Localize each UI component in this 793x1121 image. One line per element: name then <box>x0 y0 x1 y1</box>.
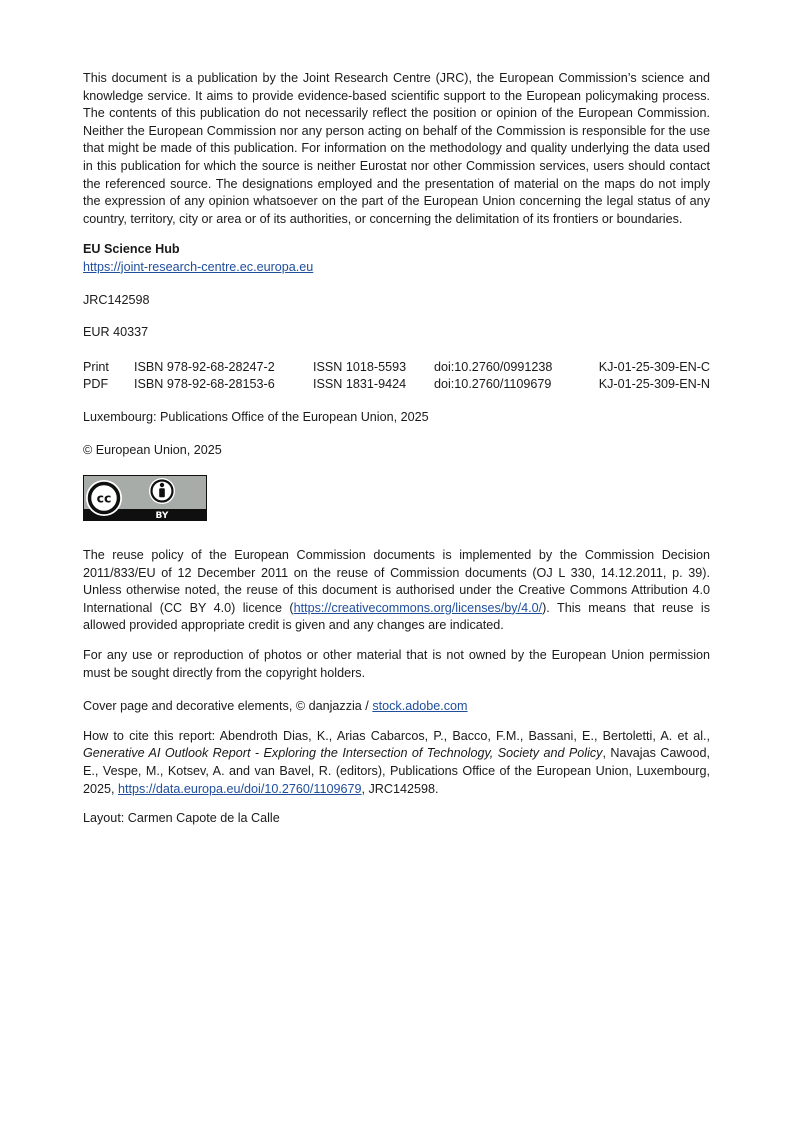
catalogue-number: KJ-01-25-309-EN-C <box>598 359 710 374</box>
reuse-text-end: ). This means that reuse is allowed provided appropriate credit is given and any changes are indicated. <box>83 600 710 633</box>
catalogue-number: KJ-01-25-309-EN-N <box>598 377 710 392</box>
layout-credit: Layout: Carmen Capote de la Calle <box>83 811 280 826</box>
copyright: © European Union, 2025 <box>83 442 222 457</box>
format-label: PDF <box>83 377 109 392</box>
issn: ISSN 1018-5593 <box>313 359 407 374</box>
issn: ISSN 1831-9424 <box>313 377 407 392</box>
format-label: Print <box>83 359 109 374</box>
reuse-text: The reuse policy of the European Commission documents is implemented by the Commission Decision 2011/833/EU of 12 December 2011 on the reuse of Commission documents (OJ L 330, 14.12.2011, p. 39). Unless otherwise noted, the reuse of this document is authorised under the Creative Commons Attribution 4.0 International (CC BY 4.0) licence ( <box>83 548 710 615</box>
disclaimer-paragraph: This document is a publication by the Joint Research Centre (JRC), the European Commission’s science and knowledge service. It aims to provide evidence-based scientific support to the European policymaking process. The contents of this publication do not necessarily reflect the position or opinion of the European Commission. Neither the European Commission nor any person acting on behalf of the Commission is responsible for the use that might be made of this publication. For information on the methodology and quality underlying the data used in this publication for which the source is neither Eurostat nor other Commission services, users should contact the referenced source. The designations employed and the presentation of material on the maps do not imply the expression of any opinion whatsoever on the part of the European Union concerning the legal status of any country, territory, city or area or of its authorities, or concerning the delimitation of its frontiers or boundaries. <box>83 71 710 226</box>
cc-by-label: BY <box>155 511 169 522</box>
jrc-number: JRC142598 <box>83 292 150 307</box>
hub-link[interactable]: https://joint-research-centre.ec.europa.eu <box>83 259 314 274</box>
doi: doi:10.2760/1109679 <box>434 377 552 392</box>
citation-suffix: , JRC142598. <box>361 781 439 796</box>
cover-credit-text: Cover page and decorative elements, © danjazzia / <box>83 699 373 714</box>
citation-authors: How to cite this report: Abendroth Dias, K., Arias Cabarcos, P., Bacco, F.M., Bassani, E., Bertoletti, A. et al., <box>83 728 710 743</box>
cover-credit <box>83 698 710 716</box>
doi: doi:10.2760/0991238 <box>434 359 553 374</box>
identifiers-table <box>83 359 710 394</box>
reuse-policy-paragraph <box>83 547 710 635</box>
publisher: Luxembourg: Publications Office of the European Union, 2025 <box>83 409 429 424</box>
citation-paragraph <box>83 728 710 798</box>
stock-adobe-link[interactable]: stock.adobe.com <box>372 699 468 714</box>
svg-text:cc: cc <box>96 490 112 506</box>
citation-editors: , Navajas Cawood, E., Vespe, M., Kotsev, A. and van Bavel, R. (editors), Publications Office of the European Union, Luxembourg, 2025, <box>83 746 711 796</box>
doi-link[interactable]: https://data.europa.eu/doi/10.2760/1109679 <box>118 781 362 796</box>
isbn: ISBN 978-92-68-28247-2 <box>134 359 275 374</box>
document-page <box>83 70 710 828</box>
cc-by-license-icon <box>83 475 207 521</box>
isbn: ISBN 978-92-68-28153-6 <box>134 377 275 392</box>
hub-title: EU Science Hub <box>83 242 180 257</box>
citation-title: Generative AI Outlook Report - Exploring the Intersection of Technology, Society and Policy <box>83 746 603 761</box>
photos-note: For any use or reproduction of photos or other material that is not owned by the European Union permission must be sought directly from the copyright holders. <box>83 648 710 680</box>
cc-license-link[interactable]: https://creativecommons.org/licenses/by/4.0/ <box>293 600 543 615</box>
eur-number: EUR 40337 <box>83 325 149 340</box>
